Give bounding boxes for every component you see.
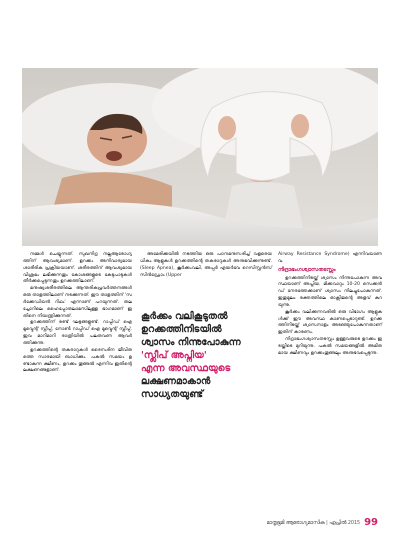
- section-heading: നിദ്രാഭംഗശ്വാസതടസ്സം: [278, 266, 336, 273]
- snoring-couple-illustration: [22, 68, 378, 246]
- pull-quote-line-6: ലക്ഷണമാകാൻ: [141, 376, 211, 387]
- right-paragraph-2: കൂർക്കം വലിക്കുന്നവരിൽ ഒരു വിഭാഗം ആളുകൾക്ക് ഈ അവസ്ഥ കാണപ്പെടാറുണ്ട്. ഉറക്കത്തിനിടയ്ക്ക് ശ്വാസനാളം അടഞ്ഞുപോകുന്നതാണ് ഇതിന് കാരണം.: [278, 309, 382, 336]
- pull-quote-line-2: ഉറക്കത്തിനിടയിൽ: [141, 324, 222, 335]
- left-paragraph-4: ഉറക്കത്തിന്റെ തകരാറുകൾ ദൈനംദിന ജീവിതത്തെ സാരമായി ബാധിക്കും. പകൽ സമയം ഉണ്ടാകുന്ന ക്ഷീണം, ഉറക്കം തൂങ്ങൽ എന്നിവ ഇതിന്റെ ലക്ഷണങ്ങളാണ്.: [23, 347, 132, 374]
- article-photo: [22, 68, 378, 246]
- pull-quote-line-3: ശ്വാസം നിന്നുപോകുന്ന: [141, 337, 241, 348]
- right-paragraph-1: ഉറക്കത്തിനിടയ്ക്ക് ശ്വാസം നിന്നുപോകുന്ന അവസ്ഥയാണ് അപ്നിയ. മിക്കവാറും 10-20 സെക്കൻഡ് നേരത്തേക്കാണ് ശ്വാസം നിലച്ചുപോകുന്നത്. ഇതുമൂലം രക്തത്തിലെ ഓക്സിജന്റെ അളവ് കുറയുന്നു.: [278, 275, 382, 308]
- middle-text-column: [140, 252, 272, 279]
- page-number: 99: [364, 517, 378, 528]
- pull-quote: [141, 310, 271, 401]
- pull-quote-line-7: സാധ്യതയുണ്ട്: [141, 389, 204, 400]
- right-paragraph-3: നിദ്രാഭംഗശ്വാസതടസ്സം ഉള്ളവരുടെ ഉറക്കം ഇടയ്ക്കിടെ മുറിയുന്നു. പകൽ സമയങ്ങളിൽ അമിതമായ ക്ഷീണവും ഉറക്കംതൂങ്ങലും അനുഭവപ്പെടുന്നു.: [278, 337, 382, 356]
- right-intro: Airway Resistance Syndrome) എന്നിവയാണവ.: [278, 252, 382, 264]
- pull-quote-line-4: 'സ്ലീപ് അപ്നിയ': [141, 350, 207, 361]
- pull-quote-line-1: കൂർക്കം വലികൂടുതൽ: [141, 311, 228, 322]
- footer-publication: മാതൃഭൂമി ആരോഗ്യമാസിക | ഏപ്രിൽ 2015: [266, 520, 361, 526]
- left-paragraph-2: മനുഷ്യശരീരത്തിലെ ആന്തരികപ്രവർത്തനങ്ങൾ ഒരു താളത്തിലാണ് നടക്കുന്നത്. ഈ താളത്തിന് 'സർക്കേഡിയൻ റിഥം' എന്നാണ് പറയുന്നത്. തലച്ചോറിലെ ഹൈപ്പോതലാമസിലുള്ള ഭാഗമാണ് ഇതിനെ നിയന്ത്രിക്കുന്നത്.: [23, 286, 132, 319]
- left-paragraph-3: ഉറക്കത്തിന് രണ്ട് ഘട്ടങ്ങളുണ്ട്. റാപ്പിഡ് ഐ മൂവ്മെന്റ് സ്ലീപ്പ്, നോൺ റാപ്പിഡ് ഐ മൂവ്മെന്റ് സ്ലീപ്പ്. ഇവ മാറിമാറി രാത്രിയിൽ പലതവണ ആവർത്തിക്കുന്നു.: [23, 320, 132, 346]
- page-footer: [267, 517, 378, 528]
- middle-paragraph-1: അമേരിക്കയിൽ നടത്തിയ ഒരു പഠനമനുസരിച്ച് വളരെയധികം ആളുകൾ ഉറക്കത്തിന്റെ തകരാറുകൾ അനുഭവിക്കുന്നുണ്ട്. (Sleep Apnea), കൂർക്കംവലി, അപ്പർ എയർവേ റെസിസ്റ്റൻസ് സിൻഡ്രോം (Upper: [140, 252, 272, 278]
- left-paragraph-1: നമ്മൾ ചെയ്യുന്നത്. സുഖനിദ്ര നല്ലആരോഗ്യത്തിന് ആവശ്യമാണ്. ഉറക്കം അനിവാര്യമായ ശാരീരിക പ്രക്രിയയാണ്. ശരീരത്തിന് ആവശ്യമായ വിശ്രമം ലഭിക്കുന്നതും കോശങ്ങളുടെ കേടുപാടുകൾ തീർക്കപ്പെടുന്നതും ഉറക്കത്തിലാണ്.: [23, 252, 132, 285]
- right-text-column: [278, 252, 382, 358]
- left-text-column: [23, 252, 132, 375]
- pull-quote-line-5: എന്ന അവസ്ഥയുടെ: [141, 363, 231, 374]
